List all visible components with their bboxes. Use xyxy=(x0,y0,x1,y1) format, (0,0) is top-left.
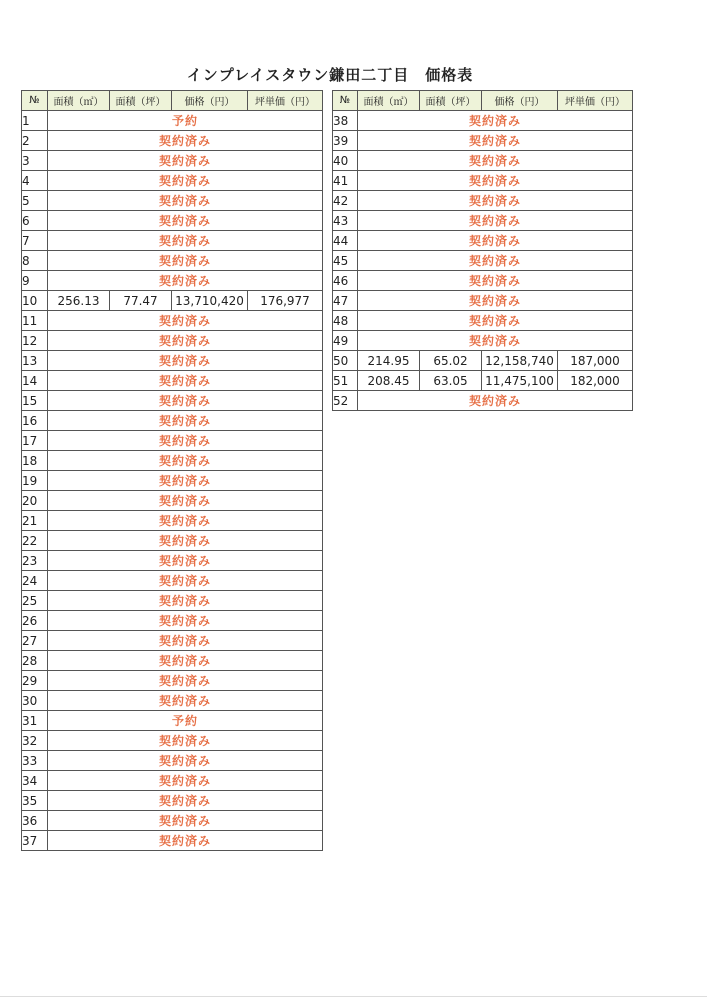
table-row xyxy=(22,391,323,411)
table-row xyxy=(22,511,323,531)
lot-number: 3 xyxy=(22,151,48,171)
lot-number: 28 xyxy=(22,651,48,671)
table-row xyxy=(333,391,633,411)
status-label: 契約済み xyxy=(358,231,633,251)
status-label: 契約済み xyxy=(48,391,323,411)
status-label: 契約済み xyxy=(48,411,323,431)
lot-number: 15 xyxy=(22,391,48,411)
status-label: 契約済み xyxy=(48,691,323,711)
lot-number: 16 xyxy=(22,411,48,431)
lot-number: 10 xyxy=(22,291,48,311)
table-row xyxy=(22,191,323,211)
table-row xyxy=(22,211,323,231)
status-label: 契約済み xyxy=(358,291,633,311)
lot-number: 33 xyxy=(22,751,48,771)
table-row xyxy=(333,371,633,391)
status-label: 契約済み xyxy=(48,371,323,391)
area-tsubo-value: 63.05 xyxy=(420,371,482,391)
table-row xyxy=(22,811,323,831)
status-label: 契約済み xyxy=(48,811,323,831)
status-label: 契約済み xyxy=(48,611,323,631)
table-row xyxy=(333,351,633,371)
table-row xyxy=(22,131,323,151)
table-row xyxy=(22,431,323,451)
table-row xyxy=(22,291,323,311)
lot-number: 38 xyxy=(333,111,358,131)
lot-number: 24 xyxy=(22,571,48,591)
lot-number: 13 xyxy=(22,351,48,371)
area-tsubo-value: 77.47 xyxy=(110,291,172,311)
table-header-row xyxy=(333,91,633,111)
table-row xyxy=(333,271,633,291)
status-label: 契約済み xyxy=(48,131,323,151)
status-label: 契約済み xyxy=(48,351,323,371)
table-row xyxy=(22,771,323,791)
status-label: 契約済み xyxy=(48,451,323,471)
status-label: 契約済み xyxy=(358,311,633,331)
lot-number: 17 xyxy=(22,431,48,451)
lot-number: 44 xyxy=(333,231,358,251)
status-label: 契約済み xyxy=(48,151,323,171)
table-row xyxy=(22,731,323,751)
unit-price-value: 187,000 xyxy=(558,351,633,371)
table-row xyxy=(333,291,633,311)
table-header-row xyxy=(22,91,323,111)
lot-number: 49 xyxy=(333,331,358,351)
header-unit-price: 坪単価（円） xyxy=(558,91,633,111)
table-row xyxy=(22,671,323,691)
table-row xyxy=(22,271,323,291)
header-no: № xyxy=(333,91,358,111)
status-label: 契約済み xyxy=(48,231,323,251)
page-edge-divider xyxy=(0,996,707,997)
status-label: 契約済み xyxy=(358,211,633,231)
lot-number: 9 xyxy=(22,271,48,291)
lot-number: 8 xyxy=(22,251,48,271)
table-row xyxy=(22,171,323,191)
table-row xyxy=(22,331,323,351)
status-label: 契約済み xyxy=(48,271,323,291)
lot-number: 42 xyxy=(333,191,358,211)
status-label: 契約済み xyxy=(358,151,633,171)
status-label: 契約済み xyxy=(48,311,323,331)
lot-number: 52 xyxy=(333,391,358,411)
lot-number: 48 xyxy=(333,311,358,331)
table-row xyxy=(22,651,323,671)
table-row xyxy=(22,711,323,731)
table-row xyxy=(22,111,323,131)
status-label: 契約済み xyxy=(358,131,633,151)
status-label: 契約済み xyxy=(48,191,323,211)
header-area-tsubo: 面積（坪） xyxy=(420,91,482,111)
page-title: インプレイスタウン鎌田二丁目 価格表 xyxy=(186,66,474,84)
table-row xyxy=(333,191,633,211)
table-row xyxy=(333,151,633,171)
area-m2-value: 214.95 xyxy=(358,351,420,371)
lot-number: 36 xyxy=(22,811,48,831)
lot-number: 51 xyxy=(333,371,358,391)
status-label: 契約済み xyxy=(48,591,323,611)
header-price: 価格（円） xyxy=(482,91,558,111)
status-label: 契約済み xyxy=(48,491,323,511)
status-label: 契約済み xyxy=(358,111,633,131)
table-row xyxy=(22,691,323,711)
status-label: 契約済み xyxy=(48,571,323,591)
table-row xyxy=(22,351,323,371)
header-price: 価格（円） xyxy=(172,91,248,111)
table-row xyxy=(22,631,323,651)
lot-number: 39 xyxy=(333,131,358,151)
lot-number: 20 xyxy=(22,491,48,511)
status-label: 契約済み xyxy=(48,731,323,751)
lot-number: 2 xyxy=(22,131,48,151)
lot-number: 37 xyxy=(22,831,48,851)
price-value: 12,158,740 xyxy=(482,351,558,371)
header-area-m2: 面積（㎡） xyxy=(48,91,110,111)
status-label: 契約済み xyxy=(48,431,323,451)
price-table-right xyxy=(332,90,633,411)
lot-number: 19 xyxy=(22,471,48,491)
table-row xyxy=(333,231,633,251)
status-label: 契約済み xyxy=(48,251,323,271)
lot-number: 11 xyxy=(22,311,48,331)
status-label: 契約済み xyxy=(48,771,323,791)
lot-number: 29 xyxy=(22,671,48,691)
lot-number: 46 xyxy=(333,271,358,291)
table-row xyxy=(22,551,323,571)
status-label: 契約済み xyxy=(358,331,633,351)
status-label: 契約済み xyxy=(48,831,323,851)
lot-number: 27 xyxy=(22,631,48,651)
status-label: 契約済み xyxy=(358,251,633,271)
table-row xyxy=(333,331,633,351)
status-label: 契約済み xyxy=(358,191,633,211)
lot-number: 21 xyxy=(22,511,48,531)
lot-number: 4 xyxy=(22,171,48,191)
header-unit-price: 坪単価（円） xyxy=(248,91,323,111)
table-row xyxy=(333,131,633,151)
status-label: 契約済み xyxy=(48,211,323,231)
status-label: 契約済み xyxy=(48,791,323,811)
status-label: 契約済み xyxy=(358,391,633,411)
status-label: 契約済み xyxy=(48,511,323,531)
lot-number: 50 xyxy=(333,351,358,371)
table-row xyxy=(22,751,323,771)
lot-number: 31 xyxy=(22,711,48,731)
status-label: 契約済み xyxy=(358,271,633,291)
header-no: № xyxy=(22,91,48,111)
lot-number: 43 xyxy=(333,211,358,231)
lot-number: 45 xyxy=(333,251,358,271)
status-label: 契約済み xyxy=(48,671,323,691)
status-label: 契約済み xyxy=(48,751,323,771)
table-row xyxy=(22,371,323,391)
area-tsubo-value: 65.02 xyxy=(420,351,482,371)
table-row xyxy=(22,611,323,631)
table-row xyxy=(22,311,323,331)
status-label: 予約 xyxy=(48,111,323,131)
price-value: 11,475,100 xyxy=(482,371,558,391)
lot-number: 40 xyxy=(333,151,358,171)
lot-number: 47 xyxy=(333,291,358,311)
table-row xyxy=(22,791,323,811)
table-row xyxy=(22,411,323,431)
lot-number: 5 xyxy=(22,191,48,211)
lot-number: 23 xyxy=(22,551,48,571)
status-label: 契約済み xyxy=(48,171,323,191)
status-label: 契約済み xyxy=(48,331,323,351)
status-label: 契約済み xyxy=(358,171,633,191)
table-row xyxy=(333,251,633,271)
table-row xyxy=(22,151,323,171)
table-row xyxy=(22,451,323,471)
table-row xyxy=(333,171,633,191)
status-label: 契約済み xyxy=(48,531,323,551)
status-label: 契約済み xyxy=(48,651,323,671)
lot-number: 22 xyxy=(22,531,48,551)
lot-number: 1 xyxy=(22,111,48,131)
status-label: 契約済み xyxy=(48,631,323,651)
header-area-m2: 面積（㎡） xyxy=(358,91,420,111)
area-m2-value: 208.45 xyxy=(358,371,420,391)
status-label: 契約済み xyxy=(48,471,323,491)
table-row xyxy=(22,251,323,271)
status-label: 予約 xyxy=(48,711,323,731)
table-row xyxy=(22,591,323,611)
lot-number: 41 xyxy=(333,171,358,191)
table-row xyxy=(333,211,633,231)
lot-number: 35 xyxy=(22,791,48,811)
table-row xyxy=(22,471,323,491)
table-row xyxy=(333,311,633,331)
lot-number: 25 xyxy=(22,591,48,611)
lot-number: 18 xyxy=(22,451,48,471)
lot-number: 7 xyxy=(22,231,48,251)
lot-number: 30 xyxy=(22,691,48,711)
table-row xyxy=(22,231,323,251)
header-area-tsubo: 面積（坪） xyxy=(110,91,172,111)
lot-number: 34 xyxy=(22,771,48,791)
status-label: 契約済み xyxy=(48,551,323,571)
lot-number: 32 xyxy=(22,731,48,751)
lot-number: 6 xyxy=(22,211,48,231)
price-value: 13,710,420 xyxy=(172,291,248,311)
table-row xyxy=(22,571,323,591)
table-row xyxy=(333,111,633,131)
table-row xyxy=(22,831,323,851)
unit-price-value: 176,977 xyxy=(248,291,323,311)
lot-number: 14 xyxy=(22,371,48,391)
area-m2-value: 256.13 xyxy=(48,291,110,311)
unit-price-value: 182,000 xyxy=(558,371,633,391)
lot-number: 26 xyxy=(22,611,48,631)
lot-number: 12 xyxy=(22,331,48,351)
price-table-left xyxy=(21,90,323,851)
table-row xyxy=(22,491,323,511)
table-row xyxy=(22,531,323,551)
